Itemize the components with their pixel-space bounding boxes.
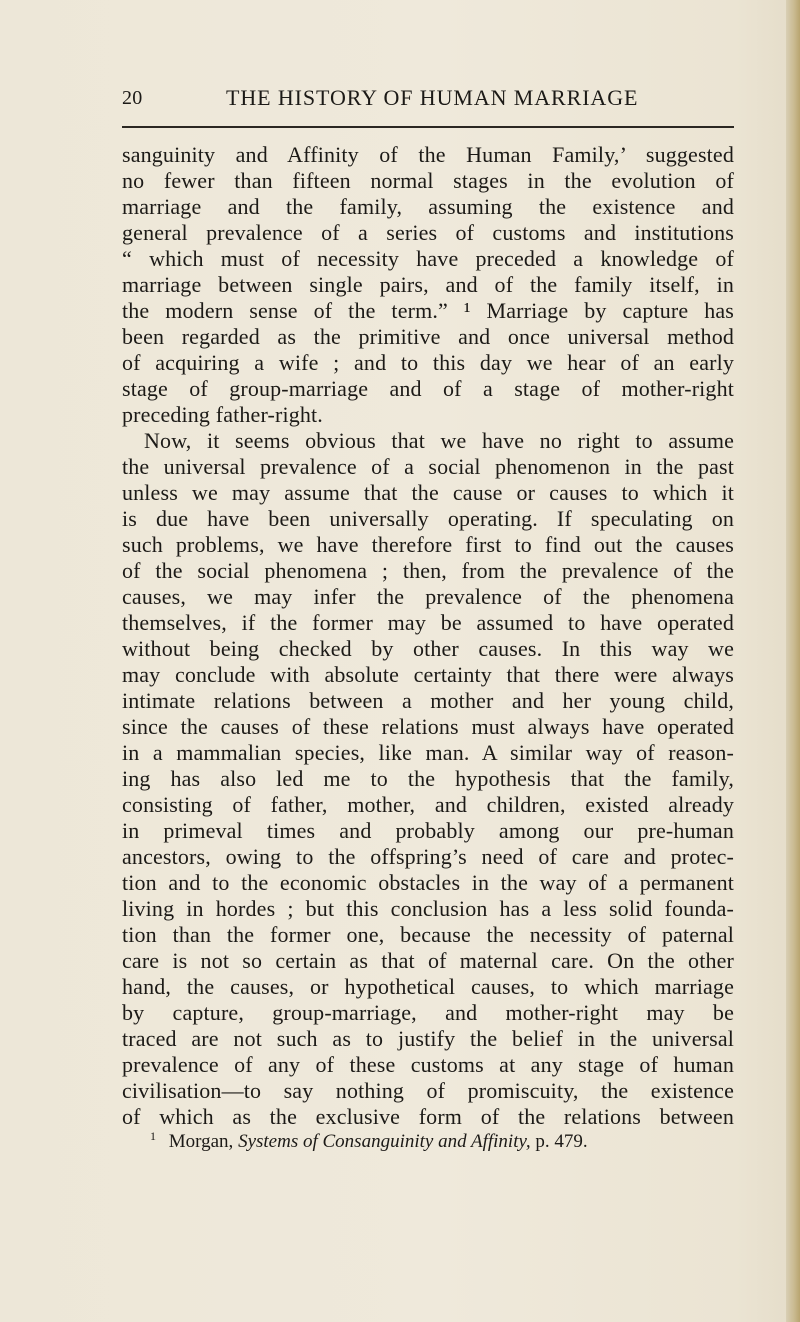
footnote-marker: 1 (150, 1128, 156, 1143)
footnote-author: Morgan, (168, 1131, 234, 1152)
footnote-page: p. 479. (535, 1131, 588, 1152)
text-line: care is not so certain as that of maternal care. On the other (122, 948, 734, 973)
text-line: in a mammalian species, like man. A similar way of reason- (122, 740, 734, 765)
text-line: prevalence of any of these customs at any stage of human (122, 1052, 734, 1077)
text-line: Now, it seems obvious that we have no right to assume (144, 428, 734, 453)
text-line: no fewer than fifteen normal stages in the evolution of (122, 168, 734, 193)
text-line: general prevalence of a series of customs and institutions (122, 220, 734, 245)
text-line: “ which must of necessity have preceded a knowledge of (122, 246, 734, 271)
text-line: preceding father-right. (122, 402, 323, 427)
footnote (150, 1130, 734, 1154)
text-line: is due have been universally operating. If speculating on (122, 506, 734, 531)
text-line: in primeval times and probably among our pre-human (122, 818, 734, 843)
text-line: tion than the former one, because the necessity of paternal (122, 922, 734, 947)
text-line: marriage between single pairs, and of the family itself, in (122, 272, 734, 297)
body-text (122, 142, 734, 1130)
text-line: unless we may assume that the cause or causes to which it (122, 480, 734, 505)
text-line: marriage and the family, assuming the existence and (122, 194, 734, 219)
footnote-title: Systems of Consanguinity and Affinity, (238, 1131, 531, 1152)
text-line: ancestors, owing to the offspring’s need of care and protec- (122, 844, 734, 869)
text-line: the universal prevalence of a social phenomenon in the past (122, 454, 734, 479)
text-line: intimate relations between a mother and her young child, (122, 688, 734, 713)
running-title: THE HISTORY OF HUMAN MARRIAGE (226, 85, 639, 110)
text-line: sanguinity and Affinity of the Human Family,’ suggested (122, 142, 734, 167)
text-line: may conclude with absolute certainty that there were always (122, 662, 734, 687)
text-line: tion and to the economic obstacles in the way of a permanent (122, 870, 734, 895)
text-line: been regarded as the primitive and once universal method (122, 324, 734, 349)
text-line: without being checked by other causes. In this way we (122, 636, 734, 661)
page-edge (786, 0, 800, 1322)
text-line: of the social phenomena ; then, from the prevalence of the (122, 558, 734, 583)
text-line: traced are not such as to justify the belief in the universal (122, 1026, 734, 1051)
text-line: since the causes of these relations must always have operated (122, 714, 734, 739)
text-line: of which as the exclusive form of the relations between (122, 1104, 734, 1129)
text-line: ing has also led me to the hypothesis that the family, (122, 766, 734, 791)
text-line: the modern sense of the term.” ¹ Marriage by capture has (122, 298, 734, 323)
text-line: of acquiring a wife ; and to this day we hear of an early (122, 350, 734, 375)
text-line: civilisation—to say nothing of promiscuity, the existence (122, 1078, 734, 1103)
text-line: consisting of father, mother, and children, existed already (122, 792, 734, 817)
header-rule (122, 126, 734, 128)
text-line: causes, we may infer the prevalence of the phenomena (122, 584, 734, 609)
text-line: themselves, if the former may be assumed to have operated (122, 610, 734, 635)
page-header (122, 84, 732, 114)
text-line: by capture, group-marriage, and mother-right may be (122, 1000, 734, 1025)
text-line: living in hordes ; but this conclusion has a less solid founda- (122, 896, 734, 921)
text-line: such problems, we have therefore first to find out the causes (122, 532, 734, 557)
text-line: hand, the causes, or hypothetical causes, to which marriage (122, 974, 734, 999)
text-line: stage of group-marriage and of a stage of mother-right (122, 376, 734, 401)
page-number: 20 (122, 87, 143, 109)
